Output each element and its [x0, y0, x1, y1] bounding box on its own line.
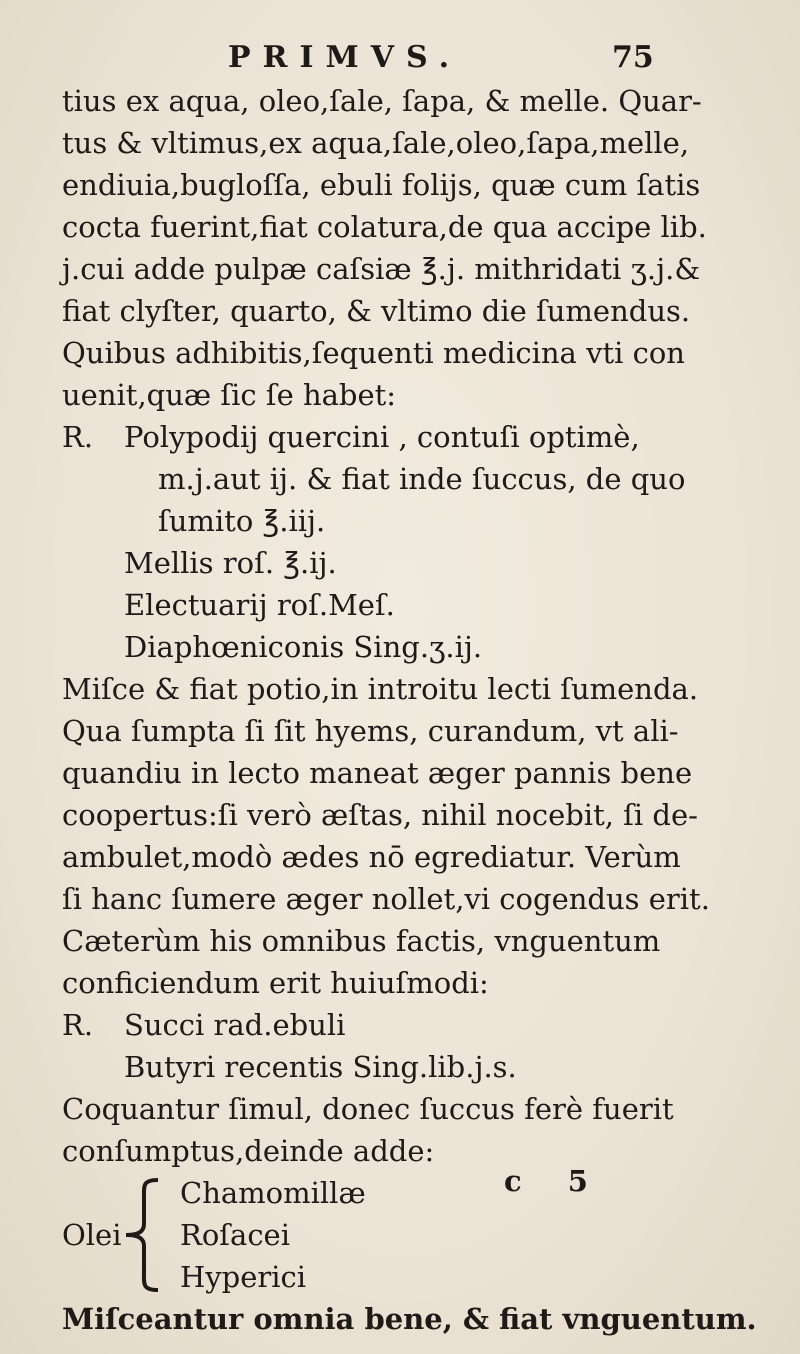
text-line: Cæterùm his omnibus factis, vnguentum: [62, 924, 661, 958]
text-line: quandiu in lecto maneat æger pannis bene: [62, 756, 693, 790]
text-line: Quibus adhibitis,ſequenti medicina vti con: [62, 336, 685, 370]
text-line: Miſce & fiat potio,in introitu lecti ſumenda.: [62, 672, 699, 706]
oil-items: [180, 1172, 366, 1298]
signature-mark: c 5: [504, 1164, 606, 1198]
recipe-line: Diaphœniconis Sing.ʒ.ij.: [124, 630, 483, 664]
recipe-line: [62, 1004, 742, 1046]
text-line: coopertus:ſi verò æſtas, nihil nocebit, ſi de-: [62, 798, 698, 832]
oil-list: [62, 1172, 742, 1298]
body-text: [62, 80, 757, 1340]
text-line: j.cui adde pulpæ caſsiæ ℥.j. mithridati ʒ.j.&: [62, 252, 701, 286]
oil-item: Chamomillæ: [180, 1176, 366, 1210]
recipe-line: Butyri recentis Sing.lib.j.s.: [124, 1050, 517, 1084]
running-head: PRIMVS.: [228, 40, 462, 75]
recipe-line: Mellis roſ. ℥.ij.: [124, 546, 337, 580]
recipe-item: Succi rad.ebuli: [124, 1008, 346, 1042]
text-line: ambulet,modò ædes nō egrediatur. Verùm: [62, 840, 681, 874]
oil-item: Roſacei: [180, 1218, 290, 1252]
recipe-symbol: R.: [62, 1008, 94, 1042]
text-line: endiuia,bugloſſa, ebuli folijs, quæ cum ſatis: [62, 168, 701, 202]
text-line: fiat clyſter, quarto, & vltimo die ſumendus.: [62, 294, 691, 328]
text-line: Qua ſumpta ſi ſit hyems, curandum, vt ali-: [62, 714, 679, 748]
text-line: tius ex aqua, oleo,ſale, ſapa, & melle. Quar-: [62, 84, 702, 118]
text-line: conſumptus,deinde adde:: [62, 1134, 435, 1168]
text-line: uenit,quæ ſic ſe habet:: [62, 378, 397, 412]
recipe-line: ſumito ℥.iij.: [158, 504, 326, 538]
text-line: Coquantur ſimul, donec ſuccus ferè fuerit: [62, 1092, 674, 1126]
oil-item: Hyperici: [180, 1260, 307, 1294]
page-number: 75: [612, 40, 654, 75]
final-line: Miſceantur omnia bene, & fiat vnguentum.: [62, 1302, 757, 1336]
text-line: cocta fuerint,fiat colatura,de qua accipe lib.: [62, 210, 707, 244]
recipe-item: Polypodij quercini , contuſi optimè,: [124, 420, 640, 454]
text-line: conficiendum erit huiuſmodi:: [62, 966, 489, 1000]
recipe-line: Electuarij roſ.Meſ.: [124, 588, 395, 622]
text-line: tus & vltimus,ex aqua,ſale,oleo,ſapa,melle,: [62, 126, 690, 160]
recipe-line: [62, 416, 742, 458]
recipe-symbol: R.: [62, 420, 94, 454]
recipe-line: m.j.aut ij. & fiat inde ſuccus, de quo: [158, 462, 686, 496]
oil-label: Olei: [62, 1218, 122, 1252]
curly-brace-icon: [120, 1176, 164, 1294]
text-line: ſi hanc ſumere æger nollet,vi cogendus erit.: [62, 882, 710, 916]
